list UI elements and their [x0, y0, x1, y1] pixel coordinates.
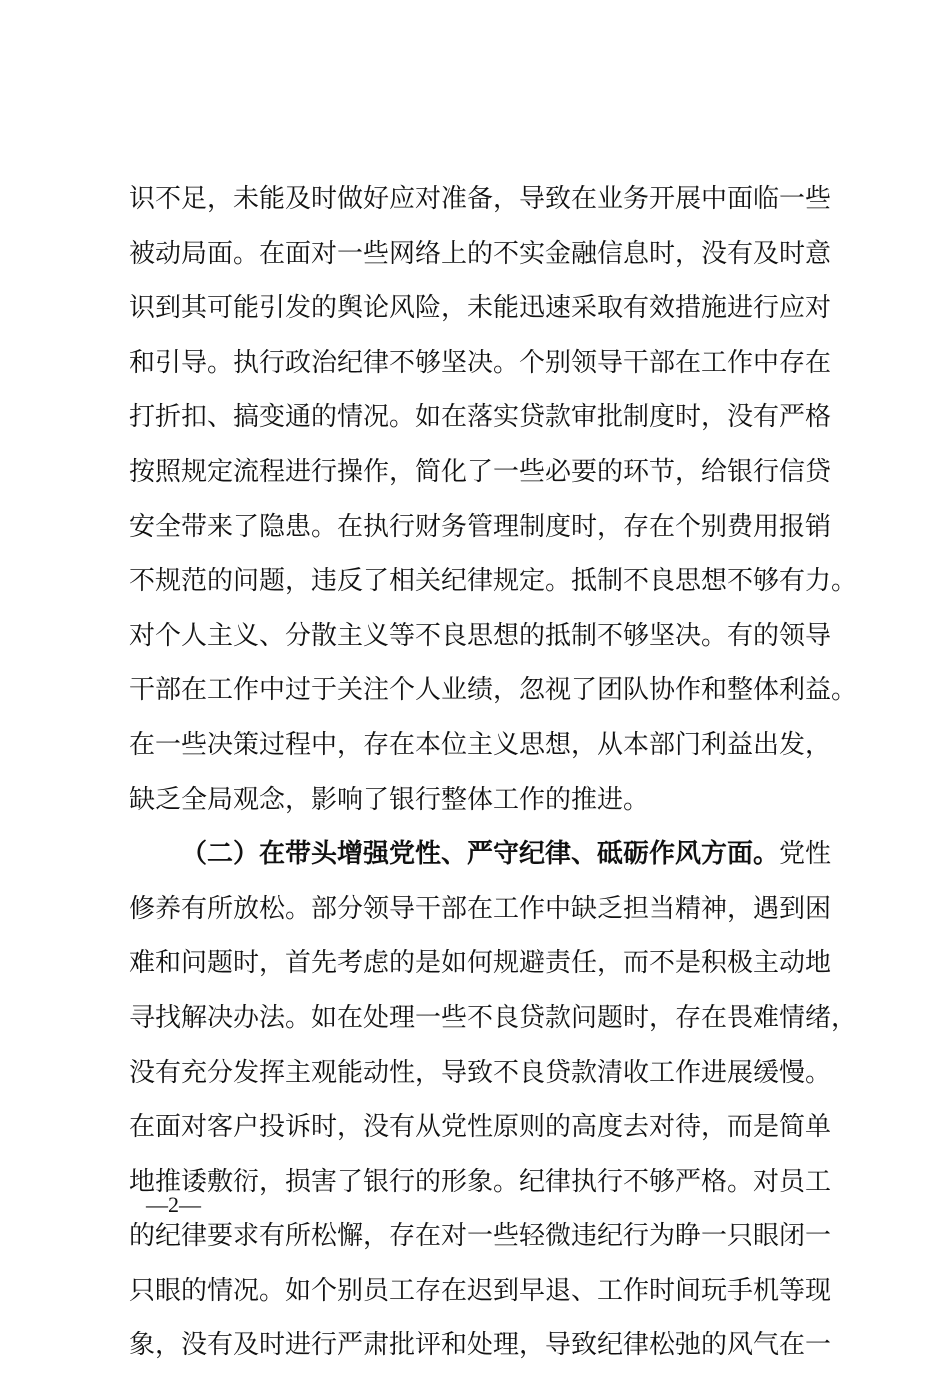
- section-heading: （二）在带头增强党性、严守纪律、砥砺作风方面。: [181, 839, 780, 870]
- document-body: [129, 172, 858, 1373]
- body-line: 缺乏全局观念，影响了银行整体工作的推进。: [129, 784, 650, 815]
- section-first-line-rest: 党性: [779, 839, 832, 870]
- body-line: 在一些决策过程中，存在本位主义思想，从本部门利益出发，: [129, 729, 832, 760]
- page-number: —2—: [146, 1192, 201, 1217]
- body-line: 按照规定流程进行操作，简化了一些必要的环节，给银行信贷: [129, 456, 832, 487]
- body-line: 难和问题时，首先考虑的是如何规避责任，而不是积极主动地: [129, 948, 832, 979]
- body-line: 寻找解决办法。如在处理一些不良贷款问题时，存在畏难情绪，: [129, 1002, 858, 1033]
- body-line: 和引导。执行政治纪律不够坚决。个别领导干部在工作中存在: [129, 347, 832, 378]
- body-line: 修养有所放松。部分领导干部在工作中缺乏担当精神，遇到困: [129, 893, 832, 924]
- body-line: 安全带来了隐患。在执行财务管理制度时，存在个别费用报销: [129, 511, 832, 542]
- body-line: 只眼的情况。如个别员工存在迟到早退、工作时间玩手机等现: [129, 1275, 832, 1306]
- body-line: 识到其可能引发的舆论风险，未能迅速采取有效措施进行应对: [129, 293, 832, 324]
- body-line: 被动局面。在面对一些网络上的不实金融信息时，没有及时意: [129, 238, 832, 269]
- body-line: 地推诿敷衍，损害了银行的形象。纪律执行不够严格。对员工: [129, 1166, 832, 1197]
- body-line: 打折扣、搞变通的情况。如在落实贷款审批制度时，没有严格: [129, 402, 832, 433]
- body-line: 干部在工作中过于关注个人业绩，忽视了团队协作和整体利益。: [129, 675, 858, 706]
- body-line: 不规范的问题，违反了相关纪律规定。抵制不良思想不够有力。: [129, 566, 858, 597]
- body-line: 对个人主义、分散主义等不良思想的抵制不够坚决。有的领导: [129, 620, 832, 651]
- body-line: 没有充分发挥主观能动性，导致不良贷款清收工作进展缓慢。: [129, 1057, 832, 1088]
- body-line: 识不足，未能及时做好应对准备，导致在业务开展中面临一些: [129, 184, 832, 214]
- body-line: 在面对客户投诉时，没有从党性原则的高度去对待，而是简单: [129, 1112, 832, 1143]
- section-first-line: [129, 827, 832, 882]
- body-line: 象，没有及时进行严肃批评和处理，导致纪律松弛的风气在一: [129, 1330, 832, 1361]
- body-line: 的纪律要求有所松懈，存在对一些轻微违纪行为睁一只眼闭一: [129, 1221, 832, 1252]
